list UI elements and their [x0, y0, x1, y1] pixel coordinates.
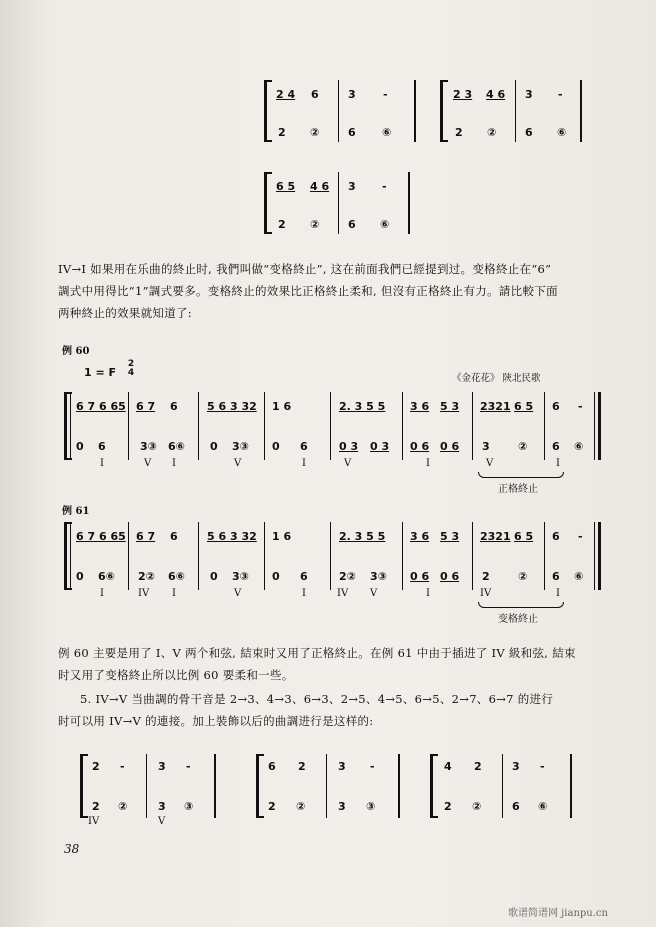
- barline: [580, 80, 582, 142]
- note: -: [382, 180, 387, 193]
- note: 4: [444, 760, 452, 773]
- note: 6: [552, 530, 560, 543]
- note: 6: [552, 570, 560, 583]
- chord-numeral: V: [144, 458, 152, 469]
- key-signature: 1 = F: [84, 366, 117, 379]
- note: ⑥: [574, 570, 584, 583]
- note: 0: [76, 570, 84, 583]
- chord-numeral: IV: [337, 588, 349, 599]
- note: ②: [518, 440, 528, 453]
- note: 6: [300, 570, 308, 583]
- note: 2: [278, 218, 286, 231]
- staff-bracket: [264, 172, 272, 234]
- barline: [198, 522, 199, 590]
- watermark-text: 歌谱简谱网 jianpu.cn: [508, 908, 608, 919]
- chord-numeral: V: [234, 458, 242, 469]
- note: 3③: [232, 570, 249, 583]
- note: 0 3: [370, 440, 390, 453]
- note: 3: [158, 800, 166, 813]
- note: 3③: [370, 570, 387, 583]
- text-line: IV→I 如果用在乐曲的終止时, 我們叫做“变格終止”, 这在前面我們已經提到过。变格終止在“6”: [58, 262, 552, 276]
- barline: [408, 172, 410, 234]
- barline: [502, 754, 503, 818]
- note: 6: [525, 126, 533, 139]
- note: 4 6: [310, 180, 330, 193]
- final-barline: [598, 392, 601, 460]
- note: 6: [98, 440, 106, 453]
- note: 6: [311, 88, 319, 101]
- barline: [70, 392, 71, 460]
- note: 2. 3 5 5: [339, 530, 386, 543]
- example-label: 例 60: [62, 346, 90, 357]
- note: 6: [348, 218, 356, 231]
- note: 2: [474, 760, 482, 773]
- note: 3: [158, 760, 166, 773]
- chord-numeral: I: [556, 588, 560, 599]
- note: 5 3: [440, 400, 460, 413]
- note: 6⑥: [168, 570, 185, 583]
- chord-numeral: IV: [480, 588, 492, 599]
- staff-bracket: [430, 754, 438, 818]
- text-line: 例 60 主要是用了 I、V 两个和弦, 結束时又用了正格終止。在例 61 中由于插进了 IV 級和弦, 結束: [58, 646, 576, 660]
- note: ⑥: [382, 126, 392, 139]
- note: 6 5: [276, 180, 296, 193]
- note: 3: [512, 760, 520, 773]
- note: 2321: [480, 400, 511, 413]
- note: ⑥: [538, 800, 548, 813]
- text-line: 时又用了变格終止所以比例 60 要柔和一些。: [58, 668, 294, 682]
- barline: [472, 522, 473, 590]
- note: 6 7: [136, 530, 156, 543]
- note: 3: [338, 760, 346, 773]
- staff-bracket: [80, 754, 88, 818]
- note: 0: [272, 570, 280, 583]
- note: 6: [348, 126, 356, 139]
- note: 5 6 3 32: [207, 530, 257, 543]
- chord-numeral: I: [172, 458, 176, 469]
- note: ②: [487, 126, 497, 139]
- note: ②: [472, 800, 482, 813]
- page-number: 38: [64, 842, 80, 856]
- note: 0 3: [339, 440, 359, 453]
- note: 2: [268, 800, 276, 813]
- note: -: [540, 760, 545, 773]
- barline: [402, 522, 403, 590]
- note: 2321: [480, 530, 511, 543]
- final-barline: [598, 522, 601, 590]
- chord-numeral: V: [234, 588, 242, 599]
- chord-numeral: I: [556, 458, 560, 469]
- note: 2: [278, 126, 286, 139]
- staff-bracket: [256, 754, 264, 818]
- note: ③: [366, 800, 376, 813]
- note: ②: [296, 800, 306, 813]
- text-line: 調式中用得比“1”調式要多。变格終止的效果比正格終止柔和, 但沒有正格終止有力。請比較下面: [58, 284, 558, 298]
- barline: [594, 392, 595, 460]
- note: 2: [455, 126, 463, 139]
- note: -: [558, 88, 563, 101]
- chord-numeral: V: [344, 458, 352, 469]
- barline: [330, 392, 331, 460]
- staff-bracket: [264, 80, 272, 142]
- barline: [594, 522, 595, 590]
- barline: [472, 392, 473, 460]
- note: 2 4: [276, 88, 296, 101]
- note: 0: [210, 440, 218, 453]
- note: 3 6: [410, 400, 430, 413]
- note: 0: [210, 570, 218, 583]
- chord-numeral: IV: [138, 588, 150, 599]
- note: 0: [272, 440, 280, 453]
- note: 2: [444, 800, 452, 813]
- note: ⑥: [380, 218, 390, 231]
- note: 2: [482, 570, 490, 583]
- note: ②: [310, 126, 320, 139]
- barline: [414, 80, 416, 142]
- chord-numeral: V: [158, 816, 166, 827]
- barline: [338, 172, 339, 234]
- barline: [128, 392, 129, 460]
- note: 0 6: [440, 570, 460, 583]
- note: ②: [310, 218, 320, 231]
- cadence-label: 变格終止: [498, 614, 538, 625]
- barline: [70, 522, 71, 590]
- barline: [570, 754, 572, 818]
- chord-numeral: I: [100, 588, 104, 599]
- text-line: 5. IV→V 当曲調的骨干音是 2→3、4→3、6→3、2→5、4→5、6→5、2→7、6→7 的进行: [80, 692, 554, 706]
- note: 5 6 3 32: [207, 400, 257, 413]
- note: 6 7: [136, 400, 156, 413]
- note: 2: [92, 800, 100, 813]
- note: 3: [348, 88, 356, 101]
- text-line: 时可以用 IV→V 的連接。加上裝飾以后的曲調进行是这样的:: [58, 714, 374, 728]
- example-label: 例 61: [62, 506, 90, 517]
- barline: [398, 754, 400, 818]
- chord-numeral: I: [426, 588, 430, 599]
- staff-bracket: [440, 80, 448, 142]
- note: ②: [118, 800, 128, 813]
- barline: [264, 522, 265, 590]
- note: -: [578, 530, 583, 543]
- barline: [544, 522, 545, 590]
- note: 3: [525, 88, 533, 101]
- note: -: [186, 760, 191, 773]
- note: 2②: [138, 570, 155, 583]
- barline: [402, 392, 403, 460]
- note: 6 7 6 65: [76, 400, 126, 413]
- barline: [146, 754, 147, 818]
- chord-numeral: V: [370, 588, 378, 599]
- note: 6: [268, 760, 276, 773]
- note: 6 5: [514, 400, 534, 413]
- note: 5 3: [440, 530, 460, 543]
- note: ⑥: [557, 126, 567, 139]
- chord-numeral: I: [302, 588, 306, 599]
- chord-numeral: I: [426, 458, 430, 469]
- note: 2. 3 5 5: [339, 400, 386, 413]
- text-line: 两种終止的效果就知道了:: [58, 306, 192, 320]
- note: ⑥: [574, 440, 584, 453]
- note: 0 6: [440, 440, 460, 453]
- note: 3: [482, 440, 490, 453]
- note: 0 6: [410, 570, 430, 583]
- note: 6⑥: [168, 440, 185, 453]
- barline: [326, 754, 327, 818]
- note: 6: [512, 800, 520, 813]
- note: 3③: [140, 440, 157, 453]
- note: ②: [518, 570, 528, 583]
- cadence-brace: [478, 602, 564, 608]
- note: -: [370, 760, 375, 773]
- barline: [330, 522, 331, 590]
- note: 1 6: [272, 400, 292, 413]
- note: 6: [170, 400, 178, 413]
- note: 3 6: [410, 530, 430, 543]
- note: 2: [92, 760, 100, 773]
- note: -: [383, 88, 388, 101]
- barline: [214, 754, 216, 818]
- chord-numeral: I: [302, 458, 306, 469]
- barline: [338, 80, 339, 142]
- note: ③: [184, 800, 194, 813]
- barline: [264, 392, 265, 460]
- note: -: [120, 760, 125, 773]
- note: 0: [76, 440, 84, 453]
- note: 3: [348, 180, 356, 193]
- note: 6: [300, 440, 308, 453]
- note: 0 6: [410, 440, 430, 453]
- note: 6 7 6 65: [76, 530, 126, 543]
- song-source: 《金花花》 陝北民歌: [452, 373, 541, 384]
- note: -: [578, 400, 583, 413]
- cadence-label: 正格終止: [498, 484, 538, 495]
- chord-numeral: V: [486, 458, 494, 469]
- note: 6: [552, 440, 560, 453]
- cadence-brace: [478, 472, 564, 478]
- barline: [515, 80, 516, 142]
- barline: [128, 522, 129, 590]
- barline: [198, 392, 199, 460]
- note: 1 6: [272, 530, 292, 543]
- time-signature: 2 4: [127, 359, 135, 378]
- note: 6⑥: [98, 570, 115, 583]
- note: 2: [298, 760, 306, 773]
- note: 2②: [339, 570, 356, 583]
- note: 4 6: [486, 88, 506, 101]
- chord-numeral: I: [172, 588, 176, 599]
- note: 3: [338, 800, 346, 813]
- note: 3③: [232, 440, 249, 453]
- barline: [544, 392, 545, 460]
- note: 6: [552, 400, 560, 413]
- note: 2 3: [453, 88, 473, 101]
- chord-numeral: IV: [88, 816, 100, 827]
- chord-numeral: I: [100, 458, 104, 469]
- note: 6: [170, 530, 178, 543]
- note: 6 5: [514, 530, 534, 543]
